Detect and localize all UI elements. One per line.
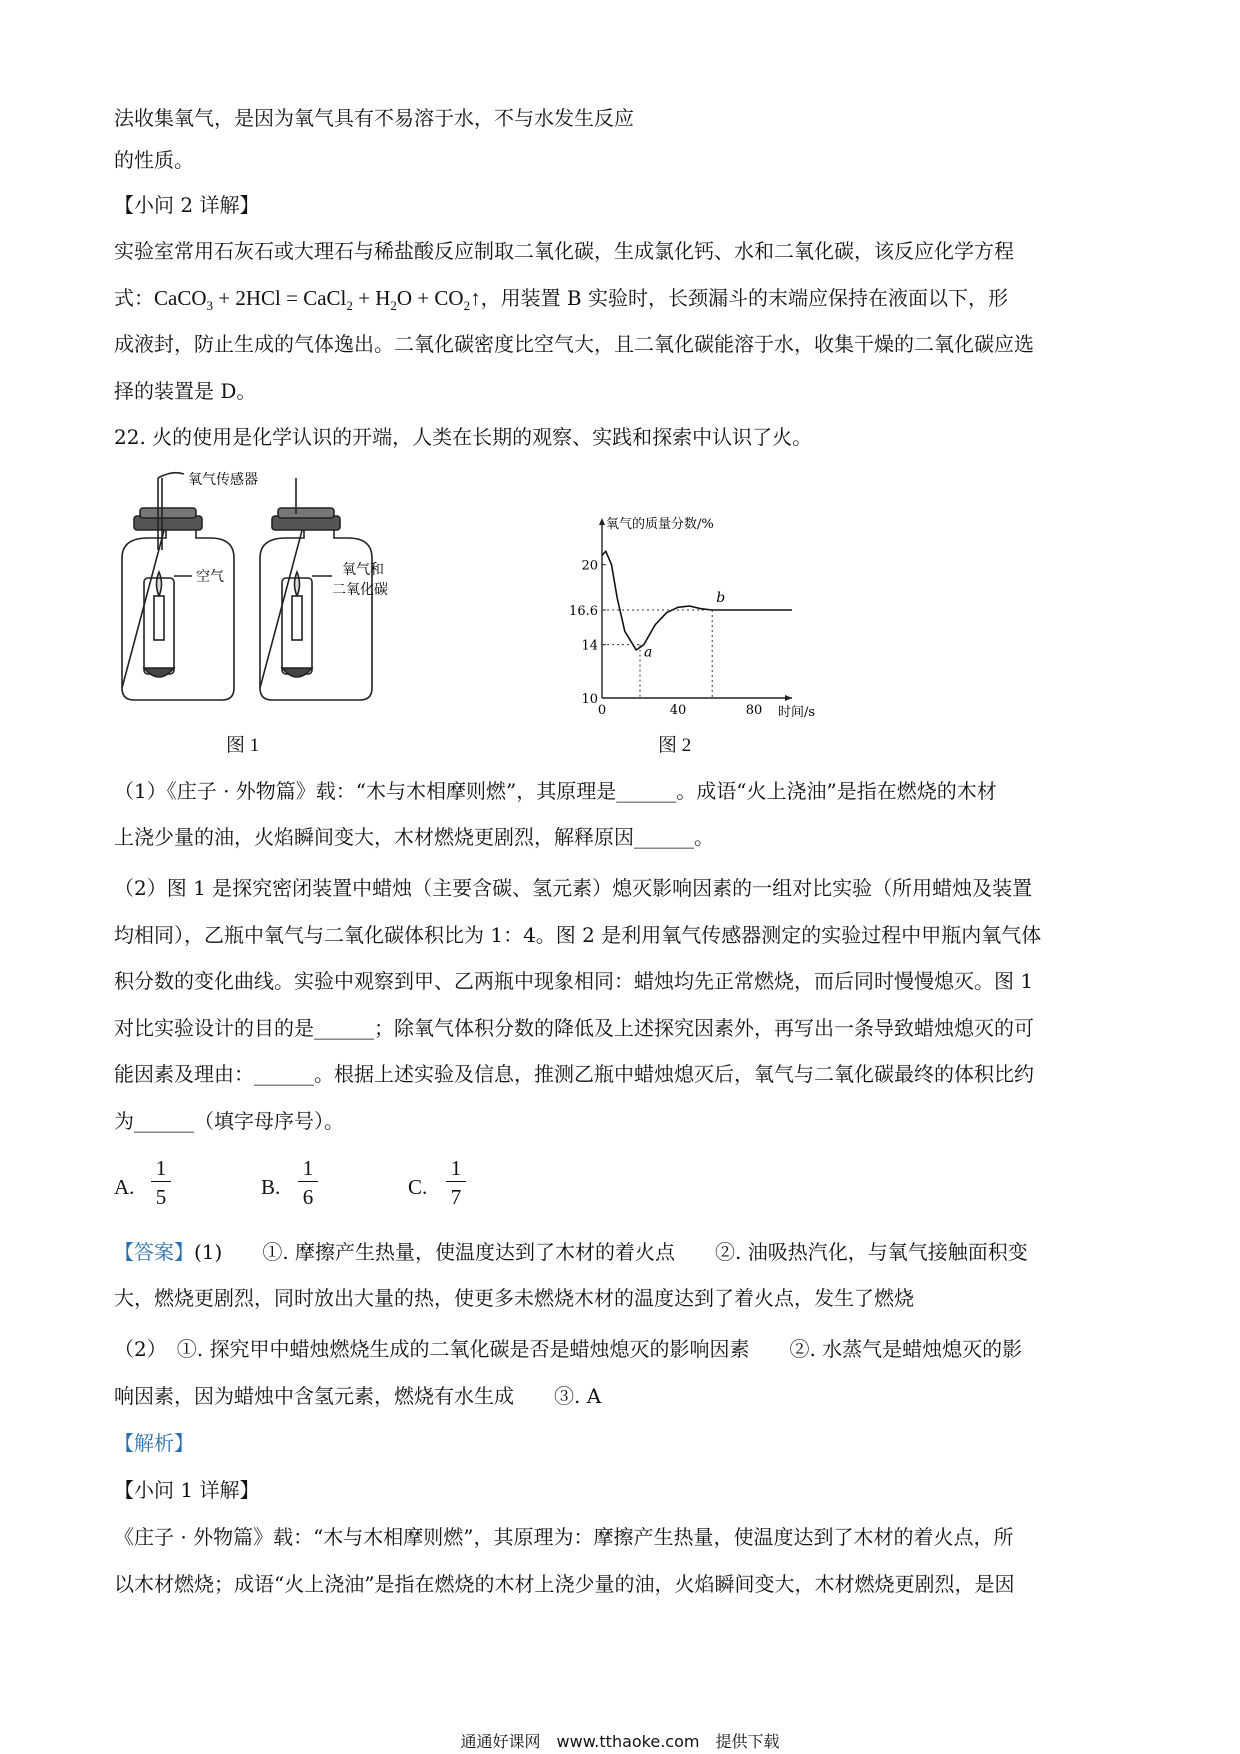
analysis-tag: 【解析】	[114, 1431, 194, 1455]
figure-1-caption: 图 1	[226, 735, 260, 756]
text-line: 择的装置是 D。	[114, 379, 257, 403]
footer: 通通好课网 www.tthaoke.com 提供下载	[460, 1732, 780, 1751]
gas-label-2: 二氧化碳	[332, 582, 388, 598]
question-2-line: 能因素及理由：______。根据上述实验及信息，推测乙瓶中蜡烛熄灭后，氧气与二氧化碳最终的体积比约	[114, 1062, 1034, 1086]
x-tick-label: 80	[745, 703, 763, 718]
point-label-b: b	[716, 590, 726, 606]
section-heading: 【小问 2 详解】	[114, 193, 260, 217]
y-tick-label: 10	[581, 692, 598, 707]
explanation-line: 《庄子 · 外物篇》载：“木与木相摩则燃”，其原理为：摩擦产生热量，使温度达到了木材的着火点，所	[114, 1525, 1014, 1549]
text-line: 的性质。	[114, 148, 194, 172]
question-2-line: 积分数的变化曲线。实验中观察到甲、乙两瓶中现象相同：蜡烛均先正常燃烧，而后同时慢慢熄灭。图 1	[114, 969, 1034, 993]
candle-2	[292, 596, 302, 640]
chemical-equation: CaCO$_3$ + 2HCl = CaCl$_2$ + $H_2O$ + $CO_2↑$	[154, 286, 481, 314]
explanation-line: 以木材燃烧；成语“火上浇油”是指在燃烧的木材上浇少量的油，火焰瞬间变大，木材燃烧更剧烈，是因	[114, 1572, 1015, 1596]
y-tick-label: 20	[581, 558, 598, 574]
x-tick-label: 40	[669, 703, 687, 718]
text-line: 实验室常用石灰石或大理石与稀盐酸反应制取二氧化碳，生成氯化钙、水和二氧化碳，该反应化学方程	[114, 239, 1014, 263]
figure-1-bottles	[110, 468, 470, 718]
point-label-a: a	[644, 644, 653, 661]
answer-line: 大，燃烧更剧烈，同时放出大量的热，使更多未燃烧木材的温度达到了着火点，发生了燃烧	[114, 1286, 914, 1310]
question-2-line: （2）图 1 是探究密闭装置中蜡烛（主要含碳、氢元素）熄灭影响因素的一组对比实验（所用蜡烛及装置	[114, 876, 1033, 900]
sensor-label: 氧气传感器	[188, 472, 258, 488]
answer-line: 响因素，因为蜡烛中含氢元素，燃烧有水生成 ③. A	[114, 1384, 602, 1408]
text-line: 法收集氧气，是因为氧气具有不易溶于水，不与水发生反应	[114, 106, 634, 130]
text-prefix: 式：	[114, 286, 154, 310]
oxygen-curve	[602, 551, 792, 650]
option-a-label: A.	[114, 1175, 135, 1199]
answer-tag: 【答案】	[114, 1240, 194, 1264]
option-c-label: C.	[408, 1175, 428, 1199]
question-1-line: （1）《庄子 · 外物篇》载：“木与木相摩则燃”，其原理是______。成语“火上浇油”是指在燃烧的木材	[114, 779, 997, 803]
y-tick-label: 16.6	[569, 604, 598, 619]
text-line: 成液封，防止生成的气体逸出。二氧化碳密度比空气大，且二氧化碳能溶于水，收集干燥的二氧化碳应选	[114, 332, 1034, 356]
candle-1	[154, 596, 164, 640]
option-b-label: B.	[261, 1175, 281, 1199]
bottle-2	[260, 523, 372, 700]
air-label: 空气	[196, 569, 224, 585]
bottle-1	[122, 523, 234, 700]
question-2-line: 均相同），乙瓶中氧气与二氧化碳体积比为 1：4。图 2 是利用氧气传感器测定的实验过程中甲瓶内氧气体	[114, 923, 1042, 947]
option-a-fraction: $\frac{1}{5}$	[151, 1155, 171, 1212]
y-axis-arrow	[599, 518, 605, 525]
question-2-line: 对比实验设计的目的是______；除氧气体积分数的降低及上述探究因素外，再写出一条导致蜡烛熄灭的可	[114, 1016, 1034, 1040]
answer-line: 【答案】(1) ①. 摩擦产生热量，使温度达到了木材的着火点 ②. 油吸热汽化，与氧气接触面积变	[114, 1240, 1028, 1264]
question-1-line: 上浇少量的油，火焰瞬间变大，木材燃烧更剧烈，解释原因______。	[114, 825, 714, 849]
gas-label-1: 氧气和	[342, 562, 384, 578]
x-axis-arrow	[785, 695, 792, 701]
answer-line: （2） ①. 探究甲中蜡烛燃烧生成的二氧化碳是否是蜡烛熄灭的影响因素 ②. 水蒸气是蜡烛熄灭的影	[114, 1337, 1023, 1361]
x-tick-label: 0	[597, 703, 607, 718]
x-axis-label: 时间/s	[778, 705, 816, 718]
y-tick-label: 14	[581, 638, 598, 654]
option-c-fraction: $\frac{1}{7}$	[446, 1155, 466, 1212]
figure-2-caption: 图 2	[658, 735, 692, 756]
figure-2-chart	[560, 512, 820, 718]
y-axis-label: 氧气的质量分数/%	[606, 517, 714, 532]
question-2-line: 为______（填字母序号）。	[114, 1109, 344, 1133]
question-stem: 22. 火的使用是化学认识的开端，人类在长期的观察、实践和探索中认识了火。	[114, 425, 813, 449]
option-b-fraction: $\frac{1}{6}$	[298, 1155, 318, 1212]
equation-line	[114, 284, 1008, 320]
text-suffix: ，用装置 B 实验时，长颈漏斗的末端应保持在液面以下，形	[480, 286, 1008, 310]
section-heading: 【小问 1 详解】	[114, 1478, 260, 1502]
